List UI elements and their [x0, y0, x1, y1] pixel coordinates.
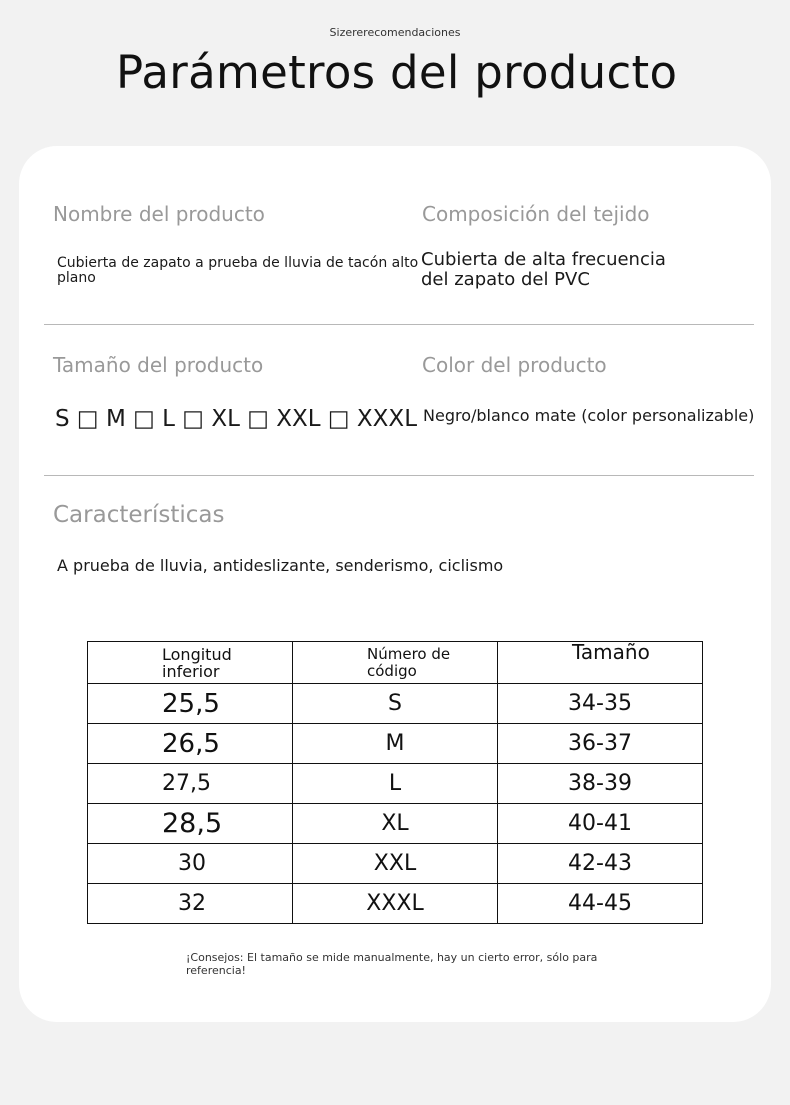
column-header-code: [293, 642, 498, 684]
table-header-row: [88, 642, 703, 684]
features-value: A prueba de lluvia, antideslizante, senderismo, ciclismo: [57, 556, 504, 575]
fabric-composition-value: [421, 250, 666, 290]
measurement-note: ¡Consejos: El tamaño se mide manualmente, hay un cierto error, sólo para referencia!: [186, 951, 598, 977]
table-row: [88, 764, 703, 804]
size-cell: 36-37: [498, 724, 703, 764]
table-row: [88, 844, 703, 884]
size-cell: 34-35: [498, 684, 703, 724]
product-color-value: Negro/blanco mate (color personalizable): [423, 406, 755, 425]
code-cell: XL: [293, 804, 498, 844]
product-params-card: [19, 146, 771, 1022]
size-cell: 40-41: [498, 804, 703, 844]
divider: [44, 475, 754, 476]
size-cell: 38-39: [498, 764, 703, 804]
fabric-composition-line: del zapato del PVC: [421, 269, 590, 290]
table-row: [88, 724, 703, 764]
length-cell: 25,5: [88, 684, 293, 724]
product-size-value: S □ M □ L □ XL □ XXL □ XXXL: [55, 406, 418, 432]
product-size-label: Tamaño del producto: [53, 353, 264, 377]
length-cell: 27,5: [88, 764, 293, 804]
length-cell: 30: [88, 844, 293, 884]
fabric-composition-label: Composición del tejido: [422, 202, 650, 226]
code-cell: S: [293, 684, 498, 724]
code-cell: L: [293, 764, 498, 804]
page-subtitle: Sizererecomendaciones: [329, 26, 461, 39]
code-cell: M: [293, 724, 498, 764]
product-name-value: Cubierta de zapato a prueba de lluvia de tacón alto plano: [57, 255, 419, 286]
column-header-length: [88, 642, 293, 684]
length-cell: 26,5: [88, 724, 293, 764]
header-line: Número de: [367, 644, 451, 663]
header-line: código: [367, 661, 417, 680]
header-line: inferior: [162, 661, 220, 681]
length-cell: 28,5: [88, 804, 293, 844]
features-label: Características: [53, 502, 225, 528]
product-color-label: Color del producto: [422, 353, 607, 377]
divider: [44, 324, 754, 325]
header-line: Longitud: [162, 644, 232, 664]
length-cell: 32: [88, 884, 293, 924]
code-cell: XXL: [293, 844, 498, 884]
page-title: Parámetros del producto: [116, 46, 678, 99]
table-row: [88, 684, 703, 724]
column-header-size: Tamaño: [498, 642, 703, 684]
size-cell: 44-45: [498, 884, 703, 924]
table-row: [88, 804, 703, 844]
product-name-label: Nombre del producto: [53, 202, 265, 226]
size-chart-table: [87, 641, 703, 924]
size-cell: 42-43: [498, 844, 703, 884]
fabric-composition-line: Cubierta de alta frecuencia: [421, 249, 666, 270]
table-row: [88, 884, 703, 924]
code-cell: XXXL: [293, 884, 498, 924]
